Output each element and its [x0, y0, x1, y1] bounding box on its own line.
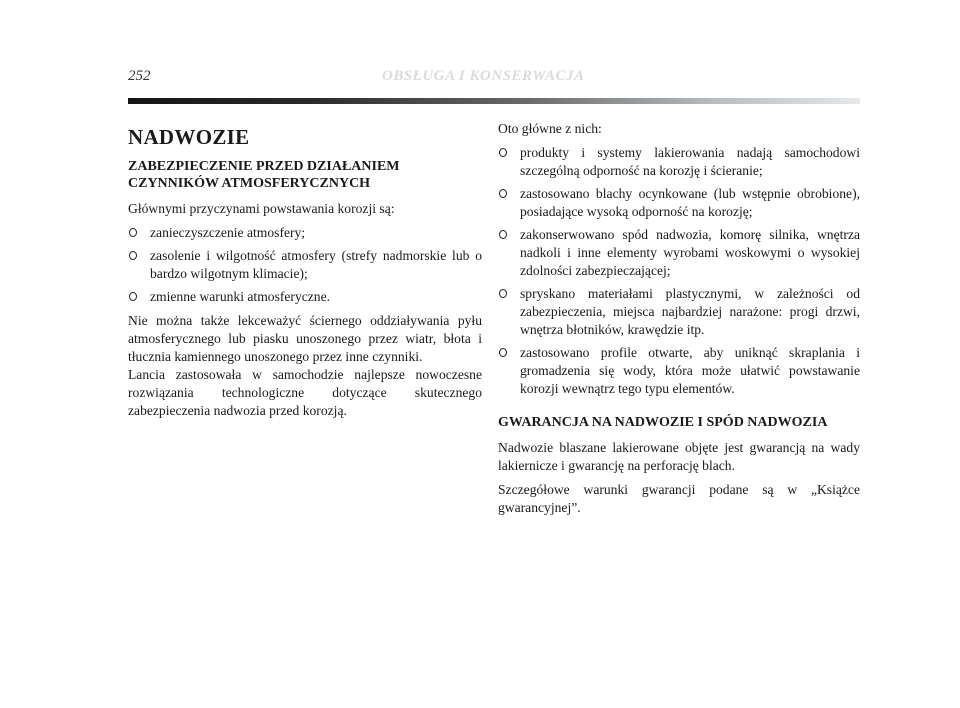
bullet-icon — [499, 289, 507, 298]
paragraph: Lancia zastosowała w samochodzie najlepsze nowoczesne rozwiązania technologiczne dotyczące skutecznego zabezpieczenia nadwozia przed korozją. — [128, 367, 482, 418]
page-number: 252 — [128, 68, 151, 84]
list-item-text: zakonserwowano spód nadwozia, komorę silnika, wnętrza nadkoli i inne elementy wyrobami woskowymi o wysokiej zdolności zabezpieczającej; — [520, 227, 860, 278]
bullet-icon — [499, 348, 507, 357]
list-item — [128, 288, 482, 306]
bullet-icon — [129, 251, 137, 260]
list-item-text: zasolenie i wilgotność atmosfery (strefy nadmorskie lub o bardzo wilgotnym klimacie); — [150, 248, 482, 281]
page-header — [128, 68, 860, 94]
list-item — [498, 344, 860, 398]
running-title: OBSŁUGA I KONSERWACJA — [382, 68, 585, 84]
paragraph: Szczegółowe warunki gwarancji podane są w „Książce gwarancyjnej”. — [498, 482, 860, 515]
corrosion-causes-list — [128, 224, 482, 306]
paragraph: Nie można także lekceważyć ściernego oddziaływania pyłu atmosferycznego lub piasku unoszonego przez wiatr, błota i tłucznia kamiennego unoszonego przez inne czynniki. — [128, 313, 482, 364]
list-item — [498, 285, 860, 339]
list-item — [498, 144, 860, 180]
list-item — [498, 185, 860, 221]
bullet-icon — [499, 230, 507, 239]
subsection-title-warranty: GWARANCJA NA NADWOZIE I SPÓD NADWOZIA — [498, 415, 828, 430]
right-column — [498, 120, 860, 523]
list-item-text: zastosowano blachy ocynkowane (lub wstępnie obrobione), posiadające wysoką odporność na korozję; — [520, 186, 860, 219]
subsection-title-corrosion: ZABEZPIECZENIE PRZED DZIAŁANIEM CZYNNIKÓW ATMOSFERYCZNYCH — [128, 159, 400, 191]
bullet-icon — [499, 189, 507, 198]
section-title: NADWOZIE — [128, 125, 250, 149]
protection-measures-list — [498, 144, 860, 398]
list-item-text: zmienne warunki atmosferyczne. — [150, 289, 331, 304]
list-item-text: zastosowano profile otwarte, aby uniknąć skraplania i gromadzenia się wody, która może ułatwić powstawanie korozji wewnątrz tego typu elementów. — [520, 345, 860, 396]
header-rule — [128, 98, 860, 104]
list-item — [128, 224, 482, 242]
list-item — [128, 247, 482, 283]
bullet-icon — [129, 292, 137, 301]
list-item-text: zanieczyszczenie atmosfery; — [150, 225, 306, 240]
paragraph: Nadwozie blaszane lakierowane objęte jest gwarancją na wady lakiernicze i gwarancję na perforację blach. — [498, 440, 860, 473]
bullet-icon — [129, 228, 137, 237]
intro-text: Głównymi przyczynami powstawania korozji są: — [128, 201, 395, 216]
list-item-text: produkty i systemy lakierowania nadają samochodowi szczególną odporność na korozję i ścieranie; — [520, 145, 860, 178]
bullet-icon — [499, 148, 507, 157]
intro-text: Oto główne z nich: — [498, 121, 602, 136]
list-item-text: spryskano materiałami plastycznymi, w zależności od zabezpieczenia, miejsca najbardziej narażone: progi drzwi, wnętrza błotników, krawędzie itp. — [520, 286, 860, 337]
list-item — [498, 226, 860, 280]
left-column — [128, 120, 482, 420]
